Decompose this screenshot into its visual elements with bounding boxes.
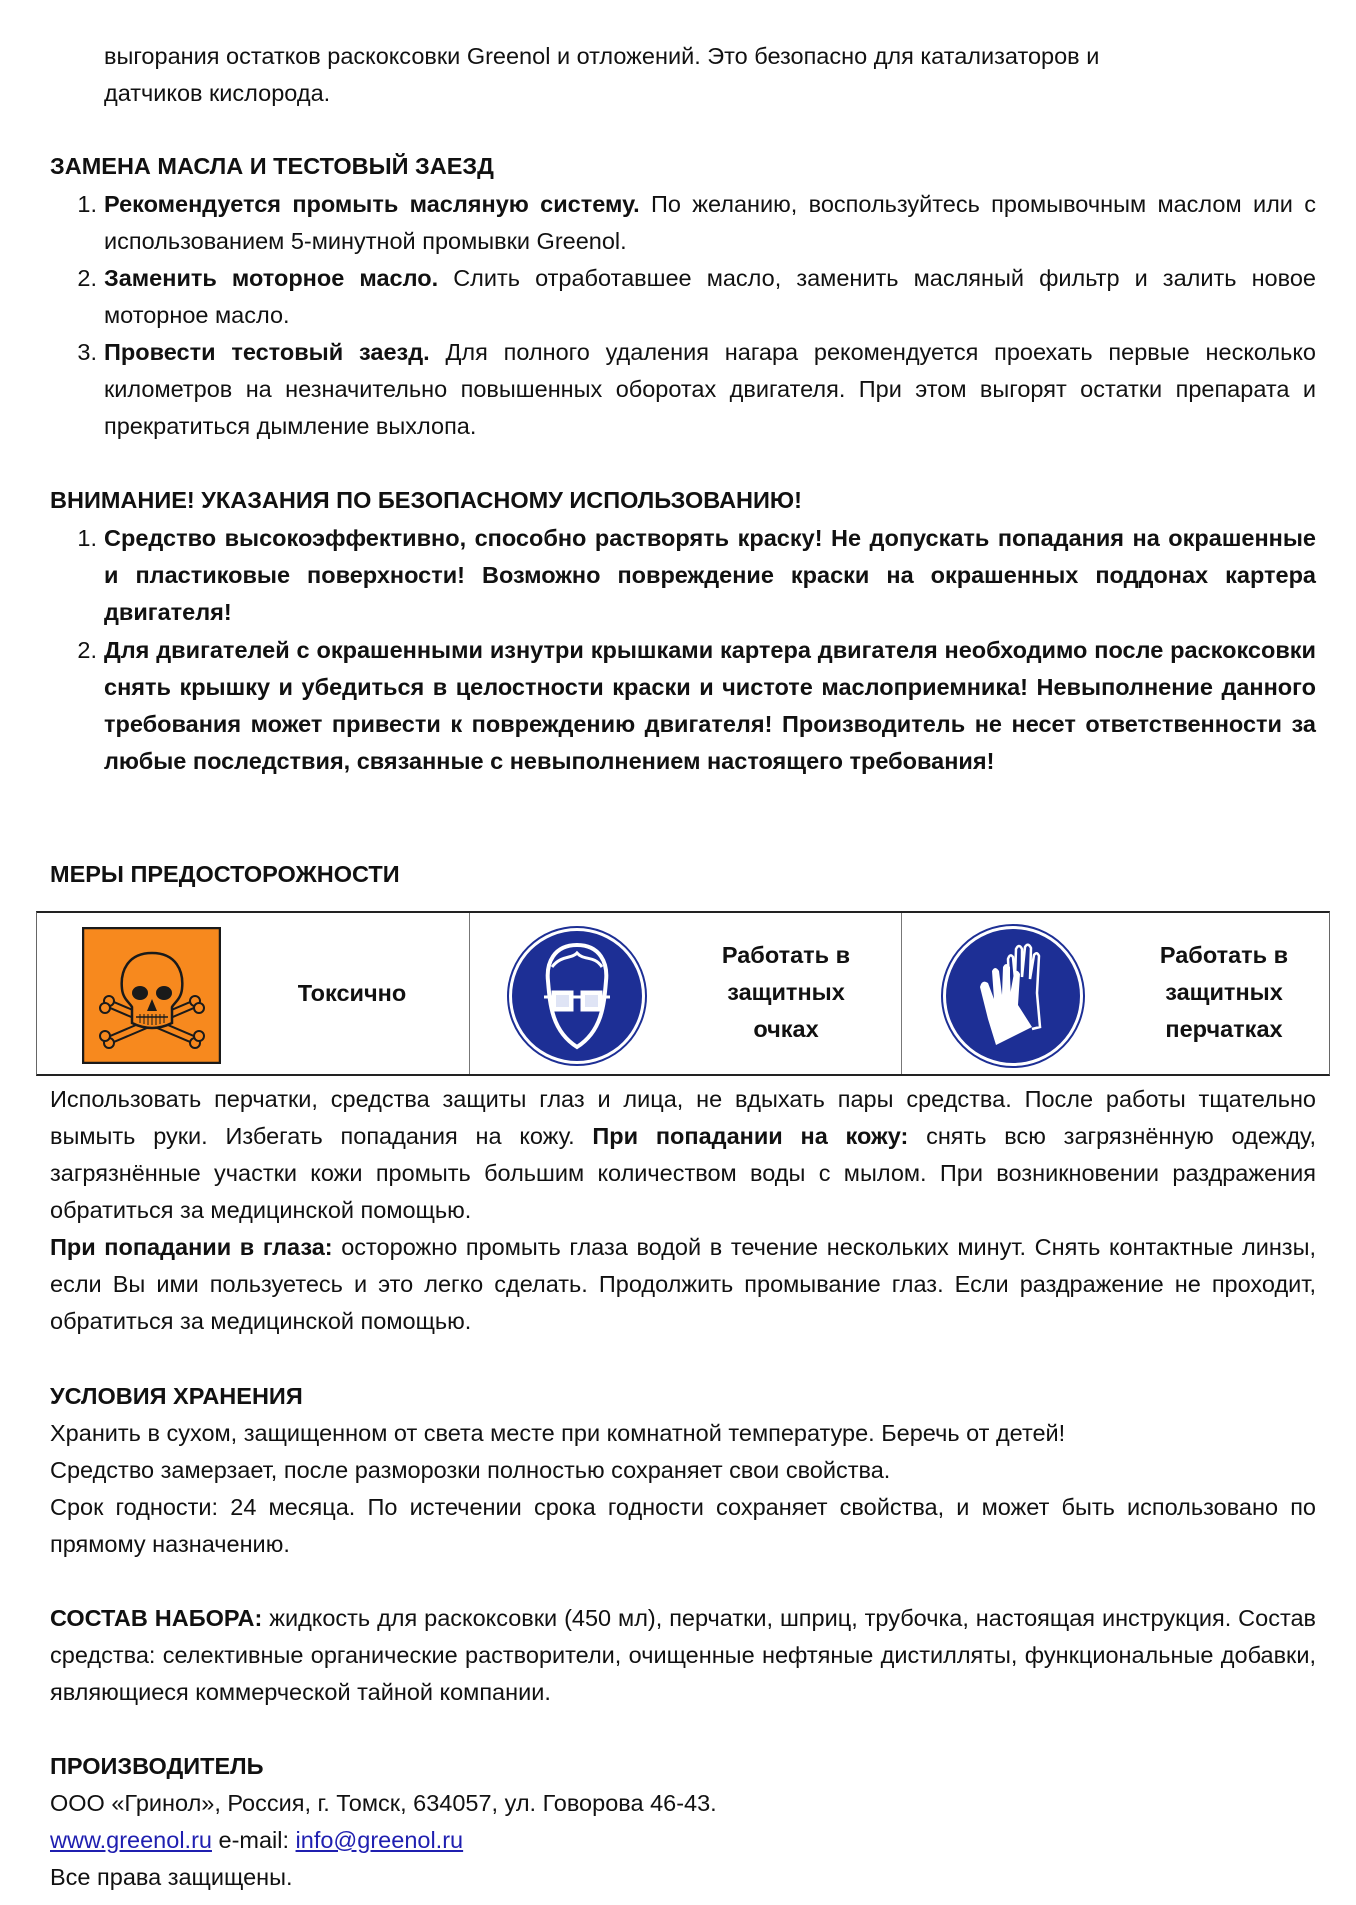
storage-line-1: Хранить в сухом, защищенном от света месте при комнатной температуре. Беречь от детей! xyxy=(50,1420,1066,1446)
oil-change-item-2 xyxy=(77,260,1316,334)
skin-contact-label: При попадании на кожу: xyxy=(592,1123,909,1149)
email-label: e-mail: xyxy=(211,1827,296,1853)
intro-line-1: выгорания остатков раскоксовки Greenol и отложений. Это безопасно для катализаторов и xyxy=(104,43,1100,69)
list-number: 1. xyxy=(77,191,97,217)
item-text: По желанию, воспользуйтесь промывочным маслом или с использованием 5-минутной промывки Greenol. xyxy=(104,191,1316,254)
email-link[interactable]: info@greenol.ru xyxy=(295,1827,464,1853)
item-text: Для двигателей с окрашенными изнутри крышками картера двигателя необходимо после раскоксовки снять крышку и убедиться в целостности краски и чистоте маслоприемника! Невыполнение данного требования может привести к повреждению двигателя! Производитель не несет ответственности за любые последствия, связанные с невыполнением настоящего требования! xyxy=(104,637,1316,774)
goggles-label: Работать в защитных очках xyxy=(721,942,851,1042)
storage-shelf-life: Срок годности: 24 месяца. По истечении срока годности сохраняет свойства, и может быть использовано по прямому назначению. xyxy=(50,1494,1316,1557)
item-text: Для полного удаления нагара рекомендуется проехать первые несколько километров на незначительно повышенных оборотах двигателя. При этом выгорят остатки препарата и прекратиться дымление выхлопа. xyxy=(104,339,1316,439)
manufacturer-contacts xyxy=(50,1822,1316,1859)
precautions-table xyxy=(36,911,1330,1076)
safety-goggles-icon xyxy=(506,925,648,1067)
precaution-gloves xyxy=(901,913,1331,1074)
kit-contents-paragraph: СОСТАВ НАБОРА: жидкость для раскоксовки (450 мл), перчатки, шприц, трубочка, настоящая инструкция. Состав средства: селективные органические растворители, очищенные нефтяные дистилляты, функциональные добавки, являющиеся коммерческой тайной компании. xyxy=(50,1605,1316,1705)
list-number: 1. xyxy=(77,525,97,551)
protective-gloves-icon xyxy=(940,923,1086,1069)
item-text: Средство высокоэффективно, способно растворять краску! Не допускать попадания на окрашенные и пластиковые поверхности! Возможно повреждение краски на окрашенных поддонах картера двигателя! xyxy=(104,525,1316,625)
oil-change-item-1 xyxy=(77,186,1316,260)
manufacturer-address: ООО «Гринол», Россия, г. Томск, 634057, ул. Говорова 46-43. xyxy=(50,1790,717,1816)
intro-paragraph xyxy=(104,38,1316,112)
list-number: 3. xyxy=(77,339,97,365)
toxic-label: Токсично xyxy=(297,980,407,1006)
item-title: Провести тестовый заезд. xyxy=(104,339,430,365)
gloves-label: Работать в защитных перчатках xyxy=(1159,942,1289,1042)
toxic-skull-icon xyxy=(82,927,221,1064)
storage-heading: УСЛОВИЯ ХРАНЕНИЯ xyxy=(50,1383,303,1409)
storage-line-2: Средство замерзает, после разморозки полностью сохраняет свои свойства. xyxy=(50,1457,891,1483)
warning-item-2 xyxy=(77,632,1316,780)
precautions-eyes-paragraph: При попадании в глаза: осторожно промыть глаза водой в течение нескольких минут. Снять контактные линзы, если Вы ими пользуетесь и это легко сделать. Продолжить промывание глаз. Если раздражение не проходит, обратиться за медицинской помощью. xyxy=(50,1234,1316,1334)
intro-line-2: датчиков кислорода. xyxy=(104,80,331,106)
list-number: 2. xyxy=(77,637,97,663)
oil-change-heading: ЗАМЕНА МАСЛА И ТЕСТОВЫЙ ЗАЕЗД xyxy=(50,153,494,179)
item-text: Слить отработавшее масло, заменить масляный фильтр и залить новое моторное масло. xyxy=(104,265,1316,328)
precautions-skin-paragraph: Использовать перчатки, средства защиты глаз и лица, не вдыхать пары средства. После работы тщательно вымыть руки. Избегать попадания на кожу. При попадании на кожу: снять всю загрязнённую одежду, загрязнённые участки кожи промыть большим количеством воды с мылом. При возникновении раздражения обратиться за медицинской помощью. xyxy=(50,1086,1316,1223)
item-title: Рекомендуется промыть масляную систему. xyxy=(104,191,640,217)
list-number: 2. xyxy=(77,265,97,291)
website-link[interactable]: www.greenol.ru xyxy=(50,1827,212,1853)
kit-contents-label: СОСТАВ НАБОРА: xyxy=(50,1605,263,1631)
rights-notice: Все права защищены. xyxy=(50,1864,293,1890)
precaution-toxic xyxy=(37,913,469,1074)
item-title: Заменить моторное масло. xyxy=(104,265,439,291)
warning-heading: ВНИМАНИЕ! УКАЗАНИЯ ПО БЕЗОПАСНОМУ ИСПОЛЬЗОВАНИЮ! xyxy=(50,487,802,513)
precaution-goggles xyxy=(469,913,901,1074)
precautions-heading: МЕРЫ ПРЕДОСТОРОЖНОСТИ xyxy=(50,861,400,887)
manufacturer-heading: ПРОИЗВОДИТЕЛЬ xyxy=(50,1753,264,1779)
warning-item-1 xyxy=(77,520,1316,631)
oil-change-item-3 xyxy=(77,334,1316,445)
eye-contact-label: При попадании в глаза: xyxy=(50,1234,333,1260)
